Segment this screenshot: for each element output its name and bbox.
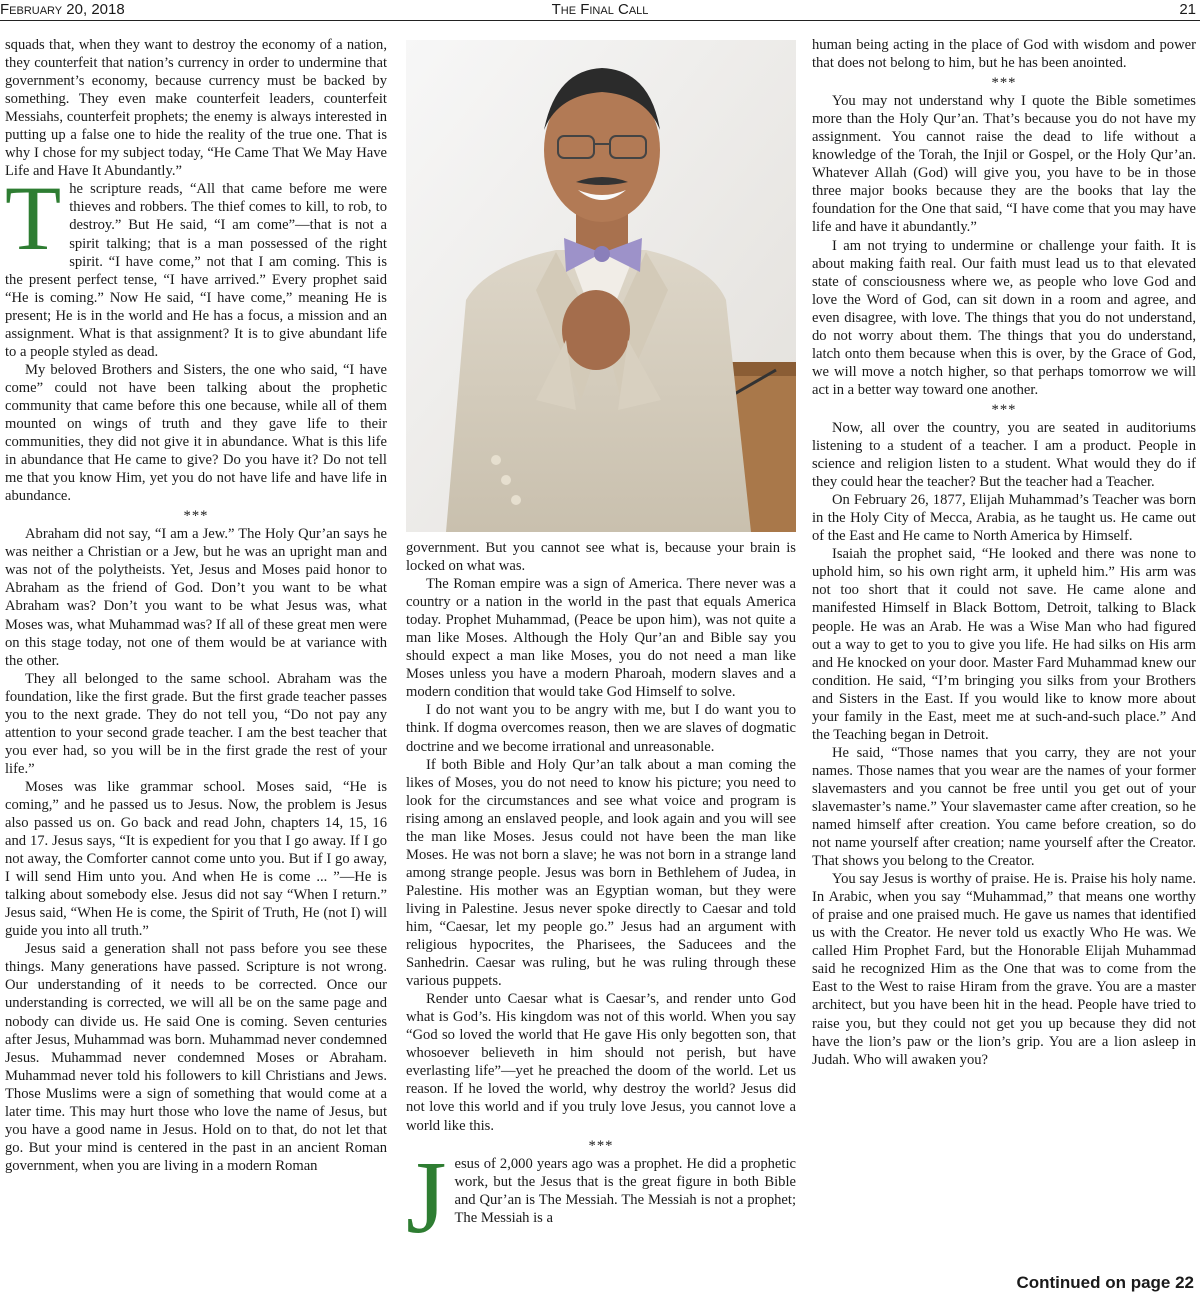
paragraph: government. But you cannot see what is, because your brain is locked on what was. — [406, 540, 796, 575]
paragraph: human being acting in the place of God with wisdom and power that does not belong to him, but he has been anointed. — [812, 37, 1196, 72]
paragraph: On February 26, 1877, Elijah Muhammad’s Teacher was born in the Holy City of Mecca, Arabia, as he taught us. He came out of the East and He came to North America by Himself. — [812, 492, 1196, 545]
continued-on-link[interactable]: Continued on page 22 — [1016, 1273, 1194, 1292]
paragraph: Now, all over the country, you are seated in auditoriums listening to a student of a teacher. I am a product. People in science and religion listen to a student. What would they do if they could hear the teacher? But the teacher had a Teacher. — [812, 419, 1196, 491]
speaker-photo-illustration — [406, 40, 796, 532]
paragraph: Isaiah the prophet said, “He looked and there was none to uphold him, so his own right arm, it upheld him.” His arm was not too short that it could not save. He came alone and manifested Himself in Black Bottom, Detroit, talking to Black people. He was an Arab. He was a Wise Man who had figured out a way to get to you to give you life. He had silks on His arm and He knocked on your door. Master Fard Muhammad knew our condition. He said, “I’m bringing you silks from your Brothers and Sisters in the East. If you would like to know more about your family in the East, meet me at such-and-such place.” And the Teaching began in Detroit. — [812, 546, 1196, 743]
drop-cap: T — [5, 167, 62, 270]
drop-cap: J — [406, 1139, 447, 1255]
paragraph: He said, “Those names that you carry, they are not your names. Those names that you wear are the names of your former slavemasters and you cannot be free until you get out of your slavemaster’s name.” Your slavemaster came after creation, so he named himself after creation. You came before creation, so do not name yourself after creation; name yourself after the Creator. That shows you belong to the Creator. — [812, 744, 1196, 870]
section-separator: *** — [991, 75, 1017, 92]
paragraph-text: he scripture reads, “All that came before me were thieves and robbers. The thief comes to kill, to rob, to destroy.” But He said, “I am come”—that is not a spirit talking; that is a man possessed of the right spirit. “I have come,” not that I am coming. This is the present perfect tense, “I have arrived.” Every prophet said “He is coming.” Now He said, “I have come,” meaning He is present; He is in the world and He has a focus, a mission and an assignment. What is that assignment? It is to give abundant life to a people styled as dead. — [5, 181, 387, 360]
page-header — [0, 0, 1200, 21]
paragraph — [406, 1139, 796, 1255]
section-separator: *** — [183, 508, 209, 525]
article-column-2 — [406, 539, 796, 1255]
speaker-photo — [406, 40, 796, 532]
page-number: 21 — [1179, 1, 1196, 18]
article-column-1 — [5, 36, 387, 1298]
paragraph: I am not trying to undermine or challenge your faith. It is about making faith real. Our faith must lead us to that elevated state of consciousness where we, as people who love God and love the Word of God, can sit down in a room and agree, and even disagree, with love. The things that you do not understand, do not worry about them. The things that you do understand, latch onto them because when this is over, by the Grace of God, we will move a notch higher, so that perhaps tomorrow we will act in a better way toward one another. — [812, 237, 1196, 398]
paragraph: You say Jesus is worthy of praise. He is. Praise his holy name. In Arabic, when you say “Muhammad,” that means one worthy of praise and one praised much. He gave us names that identified us with the Creator. He never told us exactly Who He was. We called Him Prophet Fard, but the Honorable Elijah Muhammad said he recognized Him as the One that was to come from the East to the West to raise Hiram from the grave. You are a master architect, but you have been hit in the head. People have tried to raise you, but they could not get you up because they did not have the lion’s paw or the lion’s grip. You are a lion asleep in Judah. Who will awaken you? — [812, 871, 1196, 1068]
paragraph: You may not understand why I quote the Bible sometimes more than the Holy Qur’an. That’s because you do not have my assignment. You cannot raise the dead to life without a knowledge of the Torah, the Injil or Gospel, or the Holy Qur’an. Whatever Allah (God) will give you, you have to be in those three major books because they are the books that lay the foundation for the One that said, “I have come that you may have life and have it abundantly.” — [812, 93, 1196, 236]
paragraph: squads that, when they want to destroy the economy of a nation, they counterfeit that nation’s currency in order to undermine that government’s economy, because currency must be backed by something. They even make counterfeit leaders, counterfeit Messiahs, counterfeit prophets; the enemy is always interested in putting up a false one to hide the reality of the true one. That is why I chose for my subject today, “He Came That We May Have Life and Have It Abundantly.” — [5, 37, 387, 180]
paragraph: Render unto Caesar what is Caesar’s, and render unto God what is God’s. His kingdom was not of this world. When you say “God so loved the world that He gave His only begotten son, that whosoever believeth in him should not perish, but have everlasting life”—yet he preached the doom of the world. Let us reason. If he loved the world, why destroy the world? Jesus did not love this world and if you truly love Jesus, you cannot love a world like this. — [406, 991, 796, 1134]
article-column-3 — [812, 36, 1196, 1069]
paragraph: They all belonged to the same school. Abraham was the foundation, like the first grade. But the first grade teacher passes you to the next grade. They do not tell you, “Do not pay any attention to your second grade teacher. I am the best teacher that you ever had, so you will be in the first grade the rest of your life.” — [5, 670, 387, 777]
paragraph: If both Bible and Holy Qur’an talk about a man coming the likes of Moses, you do not need to know his picture; you need to look for the circumstances and see what voice and program is rising among an enslaved people, and look again and you will see the man like Moses. Jesus could not have been the man like Moses. He was not born a slave; he was not born in a strange land among strange people. Jesus was born in Bethlehem of Judea, in Palestine. His mother was an Egyptian woman, but they were living in Palestine. Jesus never spoke directly to Caesar and told him, “Caesar, let my people go.” Jesus had an argument with religious hypocrites, the Pharisees, the Saducees and the Sanhedrin. Caesar was ruling, but he was ruling through these various puppets. — [406, 756, 796, 990]
publication-name: The Final Call — [551, 1, 649, 18]
paragraph — [5, 167, 387, 360]
paragraph: The Roman empire was a sign of America. There never was a country or a nation in the world in the past that equals America today. Prophet Muhammad, (Peace be upon him), was not quite a man like Moses. Although the Holy Qur’an and Bible say you should expect a man like Moses, you do not need a man like Moses unless you have a modern Pharoah, modern slaves and a modern condition that would take God Himself to solve. — [406, 576, 796, 701]
paragraph-text: esus of 2,000 years ago was a prophet. He did a prophetic work, but the Jesus that is the great figure in both Bible and Qur’an is The Messiah. The Messiah is not a prophet; The Messiah is a — [454, 1155, 796, 1226]
paragraph: Abraham did not say, “I am a Jew.” The Holy Qur’an says he was neither a Christian or a Jew, but he was an upright man and was not of the polytheists. Yet, Jesus and Moses paid honor to Abraham as the friend of God. Don’t you want to be what Abraham was? Don’t you want to be what Jesus was, what Moses was, what Muhammad was? If all of these great men were on this stage today, not one of them would be at variance with the other. — [5, 526, 387, 669]
paragraph: Moses was like grammar school. Moses said, “He is coming,” and he passed us to Jesus. Now, the problem is Jesus also passed us on. Go back and read John, chapters 14, 15, 16 and 17. Jesus says, “It is expedient for you that I go away. If I go not away, the Comforter cannot come unto you. But if I go away, I will send Him unto you. And when He is come ... ”—He is talking about somebody else. Jesus did not say “When I return.” Jesus said, “When He is come, the Spirit of Truth, He (not I) will guide you into all truth.” — [5, 778, 387, 940]
paragraph: I do not want you to be angry with me, but I do want you to think. If dogma overcomes reason, then we are slaves of dogmatic doctrine and we become irrational and unreasonable. — [406, 702, 796, 755]
paragraph: My beloved Brothers and Sisters, the one who said, “I have come” could not have been talking about the prophetic community that came before this one because, while all of them mounted on wings of truth and they gave life to their communities, they did not give it in abundance. What is this life in abundance that He came to give? Do you have it? Do not tell me that you know Him, yet you do not have life and have life in abundance. — [5, 361, 387, 505]
issue-date: February 20, 2018 — [0, 1, 125, 18]
section-separator: *** — [588, 1137, 614, 1154]
paragraph: Jesus said a generation shall not pass before you see these things. Many generations have passed. Scripture is not wrong. Our understanding of it needs to be corrected. Once our understanding is corrected, we will all be on the same page and nobody can divide us. He said One is coming. Seven centuries after Jesus, Muhammad was born. Muhammad never condemned Jesus. Muhammad never condemned Moses or Abraham. Muhammad never told his followers to kill Christians and Jews. Those Muslims were a sign of something that would come at a later time. This may hurt those who love the name of Jesus, but you have a good name in Jesus. Hold on to that, do not let that go. But your mind is centered in the past in an ancient Roman government, when you are living in a modern Roman — [5, 941, 387, 1174]
section-separator: *** — [991, 401, 1017, 418]
